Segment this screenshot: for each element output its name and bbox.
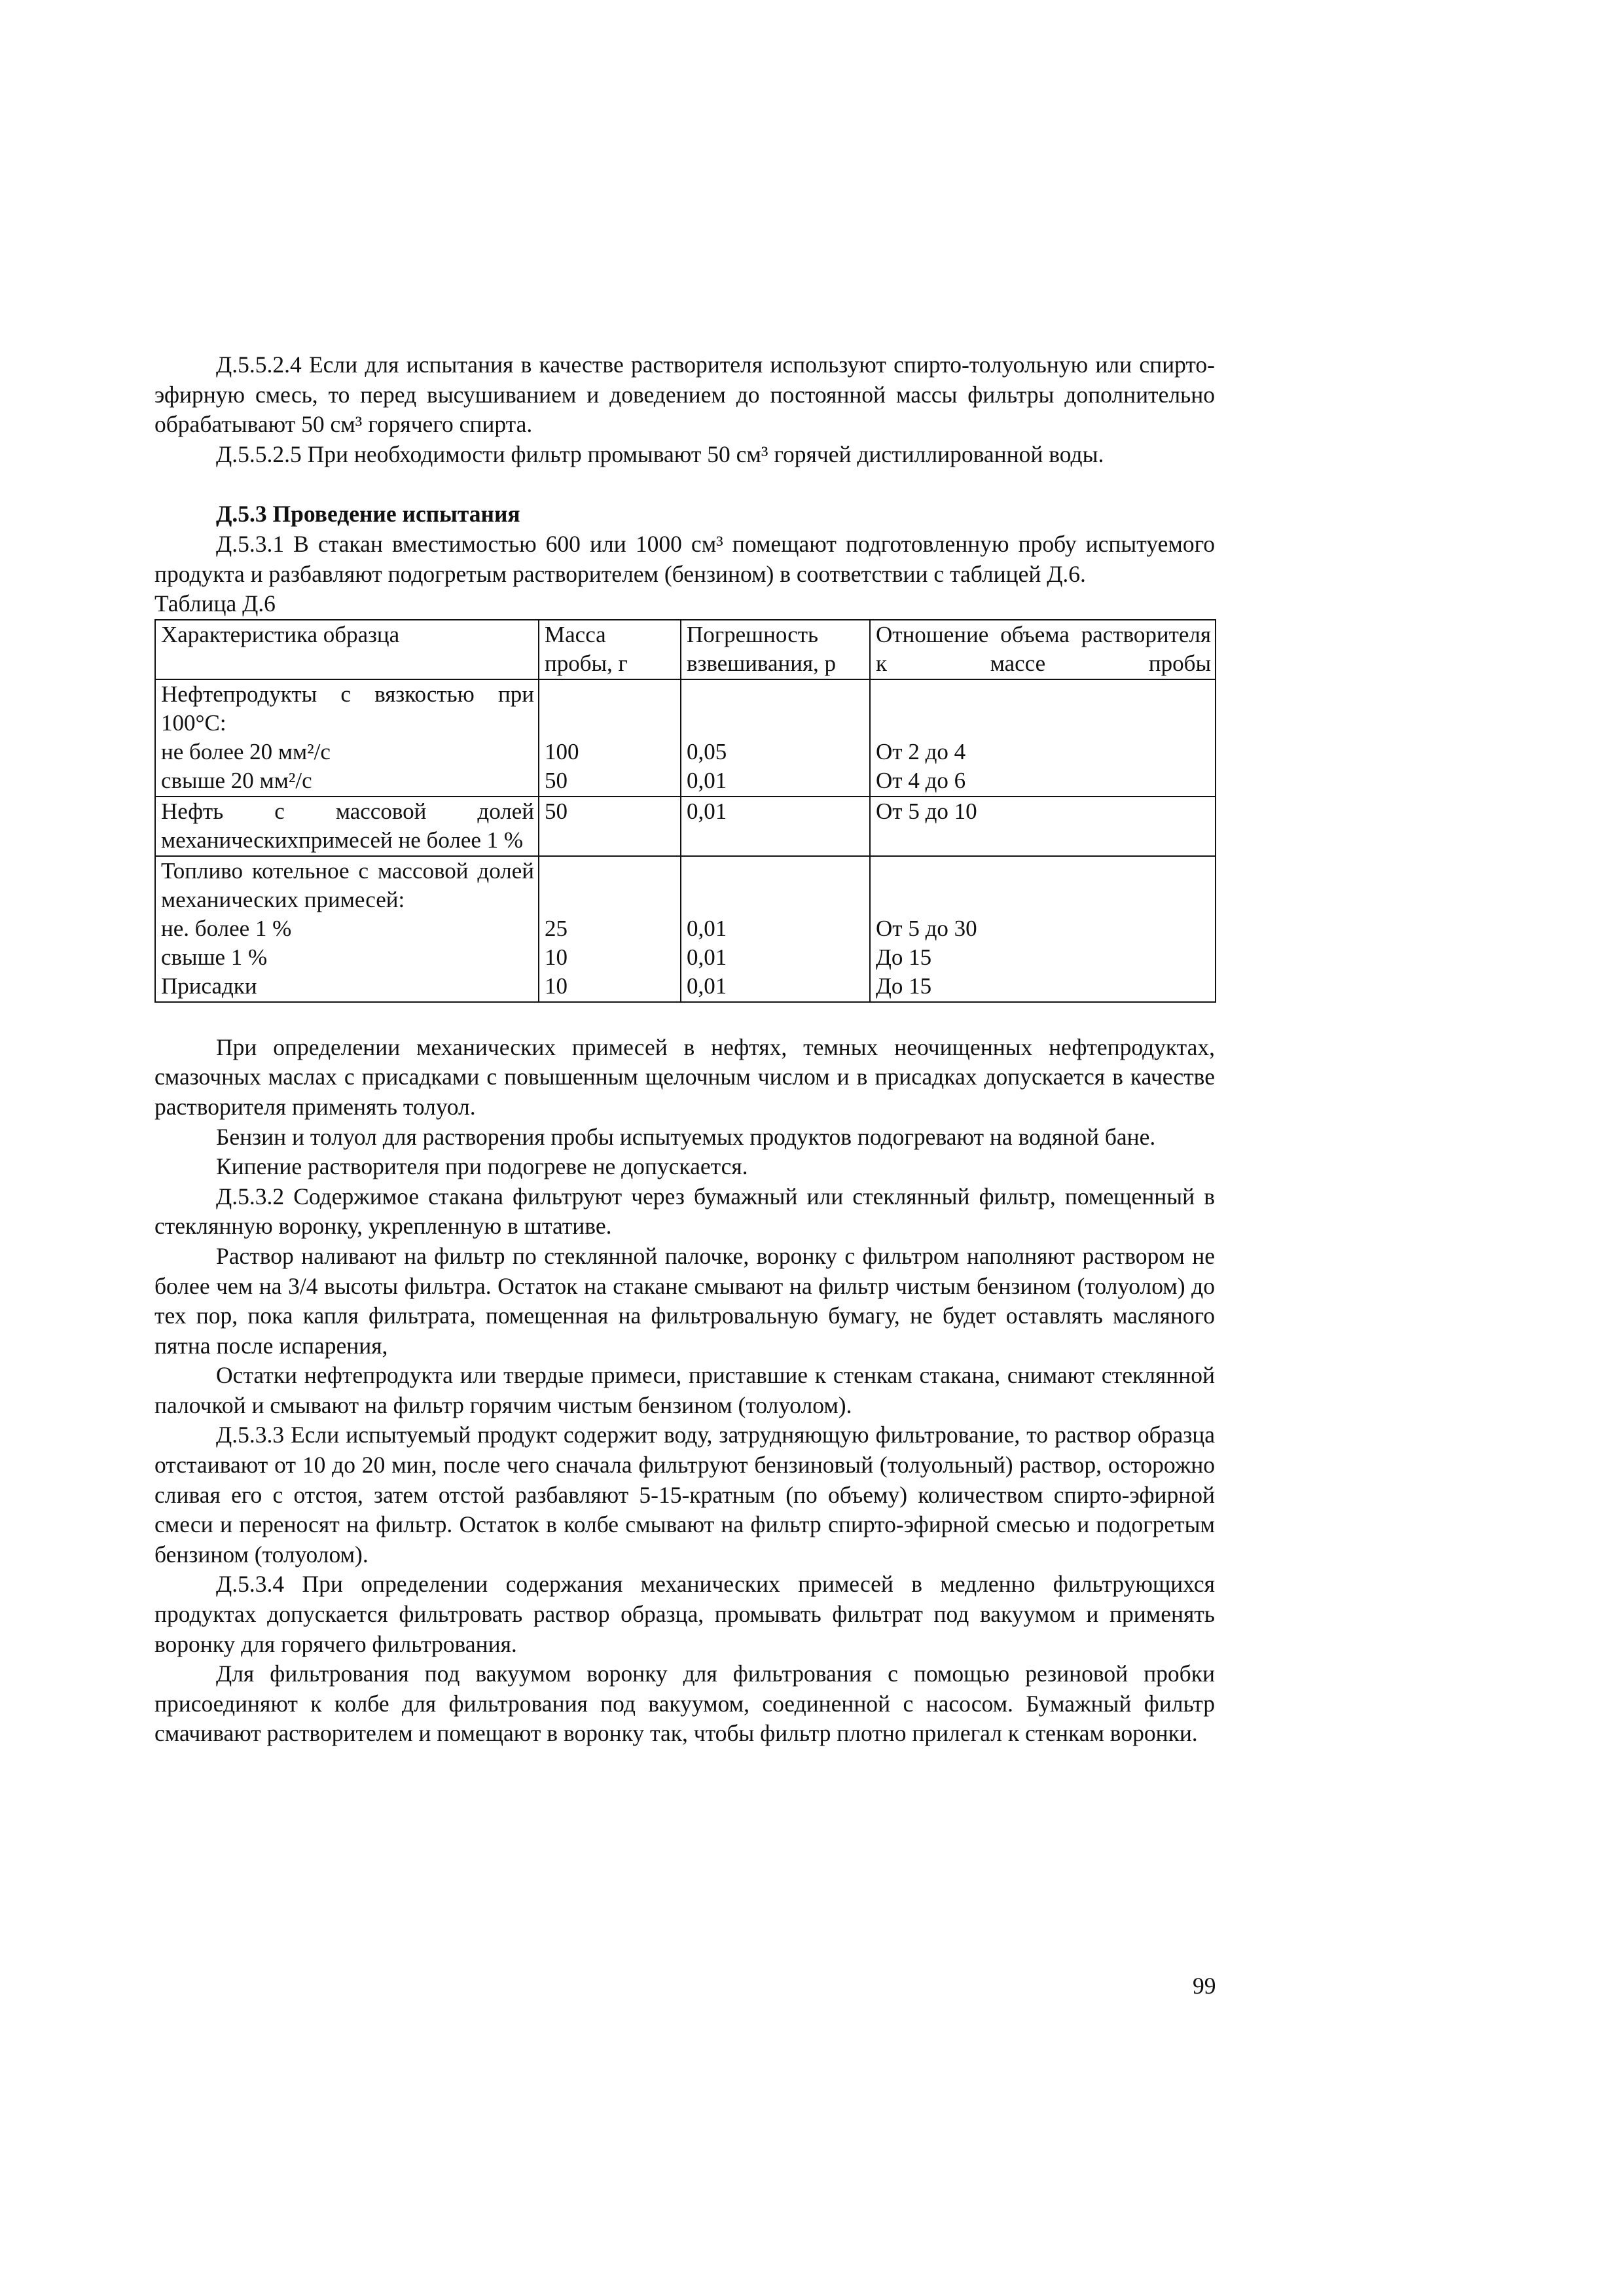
- value: От 2 до 4: [876, 738, 966, 764]
- header-ratio-text: Отношение объема растворителя к массе пробы: [876, 621, 1211, 676]
- paragraph-d533: Д.5.3.3 Если испытуемый продукт содержит воду, затрудняющую фильтрование, то раствор образца отстаивают от 10 до 20 мин, после чего сначала фильтруют бензиновый (толуольный) раствор, осторожно сливая его с отстоя, затем отстой разбавляют 5-15-кратным (по объему) количеством спирто-эфирной смеси и переносят на фильтр. Остаток в колбе смывают на фильтр спирто-эфирной смесью и подогретым бензином (толуолом).: [154, 1422, 1215, 1568]
- table-header-row: [155, 620, 1216, 679]
- group-label: Топливо котельное с массовой долей механических примесей:: [161, 857, 534, 912]
- cell-ratio: От 5 до 10: [870, 797, 1216, 856]
- table-d6: [154, 619, 1216, 1003]
- row-label: Присадки: [161, 973, 257, 999]
- value: До 15: [876, 973, 932, 999]
- value: 0,01: [687, 944, 727, 970]
- value: 25: [545, 915, 568, 941]
- paragraph-heating: Бензин и толуол для растворения пробы испытуемых продуктов подогревают на водяной бане.: [216, 1123, 1156, 1150]
- value: 0,01: [687, 915, 727, 941]
- cell-sample: [155, 856, 539, 1002]
- cell-mass: [539, 856, 681, 1002]
- value: 0,01: [687, 973, 727, 999]
- header-error: Погрешность взвешивания, р: [681, 620, 870, 679]
- value: 50: [545, 767, 568, 793]
- value: 10: [545, 973, 568, 999]
- paragraph-vacuum: Для фильтрования под вакуумом воронку для фильтрования с помощью резиновой пробки присоединяют к колбе для фильтрования под вакуумом, соединенной с насосом. Бумажный фильтр смачивают растворителем и помещают в воронку так, чтобы фильтр плотно прилегал к стенкам воронки.: [154, 1660, 1215, 1747]
- section-title: Д.5.3 Проведение испытания: [216, 501, 520, 528]
- paragraph-d532: Д.5.3.2 Содержимое стакана фильтруют через бумажный или стеклянный фильтр, помещенный в стеклянную воронку, укрепленную в штативе.: [154, 1183, 1215, 1240]
- cell-sample: [155, 679, 539, 797]
- value: От 5 до 30: [876, 915, 977, 941]
- cell-ratio: [870, 679, 1216, 797]
- value: 100: [545, 738, 579, 764]
- header-ratio: [870, 620, 1216, 679]
- table-row-oil: [155, 797, 1216, 856]
- value: 10: [545, 944, 568, 970]
- cell-error: [681, 679, 870, 797]
- header-mass: Масса пробы, г: [539, 620, 681, 679]
- cell-mass: [539, 679, 681, 797]
- paragraph-toluene: При определении механических примесей в нефтях, темных неочищенных нефтепродуктах, смазочных маслах с присадками с повышенным щелочным числом и в присадках допускается в качестве растворителя применять толуол.: [154, 1033, 1215, 1120]
- page-number: 99: [1193, 1973, 1216, 1999]
- table-caption: Таблица Д.6: [154, 590, 276, 617]
- cell-error: [681, 856, 870, 1002]
- value: 0,05: [687, 738, 727, 764]
- header-sample: Характеристика образца: [155, 620, 539, 679]
- table-row-petroleum: [155, 679, 1216, 797]
- paragraph-d531: Д.5.3.1 В стакан вместимостью 600 или 1000 см³ помещают подготовленную пробу испытуемого продукта и разбавляют подогретым растворителем (бензином) в соответствии с таблицей Д.6.: [154, 530, 1215, 587]
- cell-error: 0,01: [681, 797, 870, 856]
- page-content: [154, 350, 1215, 1749]
- paragraph-d5525: Д.5.5.2.5 При необходимости фильтр промывают 50 см³ горячей дистиллированной воды.: [216, 440, 1104, 467]
- value: До 15: [876, 944, 932, 970]
- row-label: не. более 1 %: [161, 915, 292, 941]
- cell-mass: 50: [539, 797, 681, 856]
- paragraph-d5524: Д.5.5.2.4 Если для испытания в качестве растворителя используют спирто-толуольную или спирто-эфирную смесь, то перед высушиванием и доведением до постоянной массы фильтры дополнительно обрабатывают 50 см³ горячего спирта.: [154, 351, 1215, 438]
- row-label: свыше 1 %: [161, 944, 268, 970]
- value: 0,01: [687, 767, 727, 793]
- paragraph-pouring: Раствор наливают на фильтр по стеклянной палочке, воронку с фильтром наполняют раствором не более чем на 3/4 высоты фильтра. Остаток на стакане смывают на фильтр чистым бензином (толуолом) до тех пор, пока капля фильтрата, помещенная на фильтровальную бумагу, не будет оставлять масляного пятна после испарения,: [154, 1242, 1215, 1359]
- group-label: Нефтепродукты с вязкостью при 100°С:: [161, 681, 534, 736]
- paragraph-boiling: Кипение растворителя при подогреве не допускается.: [216, 1153, 748, 1180]
- cell-ratio: [870, 856, 1216, 1002]
- table-row-fuel: [155, 856, 1216, 1002]
- row-label: свыше 20 мм²/с: [161, 767, 312, 793]
- paragraph-d534: Д.5.3.4 При определении содержания механических примесей в медленно фильтрующихся продуктах допускается фильтровать раствор образца, промывать фильтрат под вакуумом и применять воронку для горячего фильтрования.: [154, 1571, 1215, 1657]
- row-label: не более 20 мм²/с: [161, 738, 331, 764]
- paragraph-residues: Остатки нефтепродукта или твердые примеси, приставшие к стенкам стакана, снимают стеклянной палочкой и смывают на фильтр горячим чистым бензином (толуолом).: [154, 1362, 1215, 1418]
- cell-sample: Нефть с массовой долей механическихпримесей не более 1 %: [155, 797, 539, 856]
- value: От 4 до 6: [876, 767, 966, 793]
- spacer: [154, 469, 1215, 499]
